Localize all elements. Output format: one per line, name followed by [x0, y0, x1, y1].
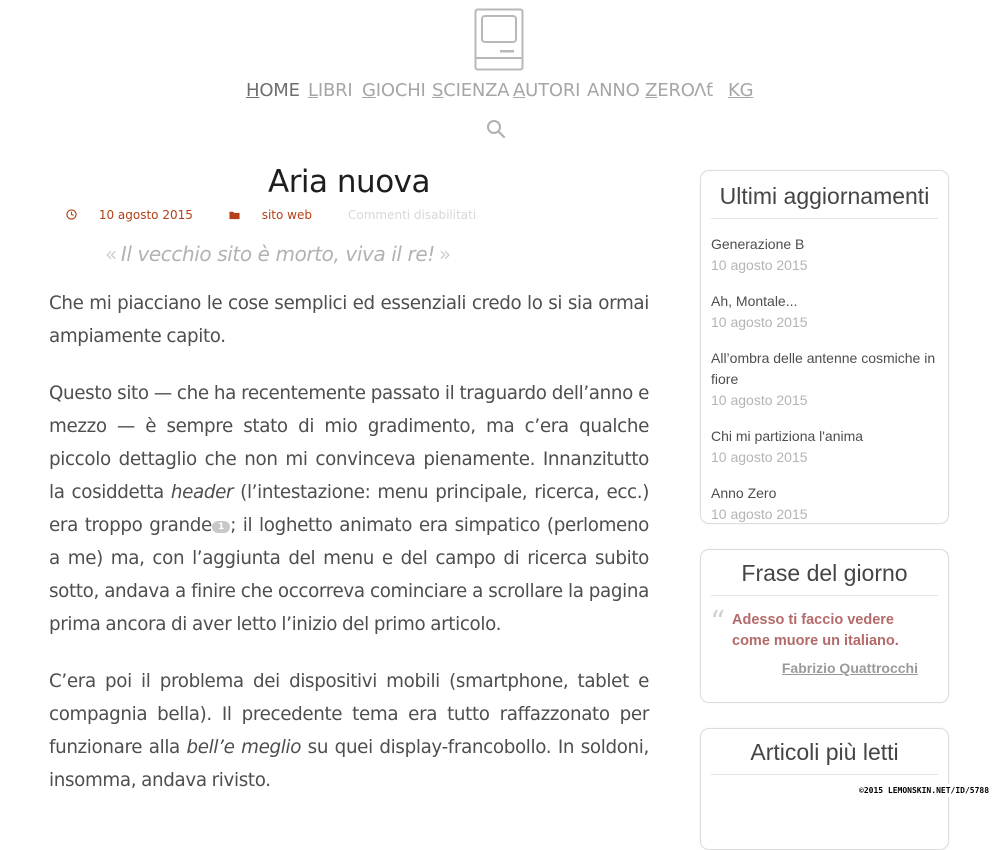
- nav-giochi[interactable]: [362, 80, 426, 101]
- clock-icon: [66, 208, 77, 222]
- nav-home[interactable]: [246, 80, 300, 101]
- nav-kg-label: G: [739, 80, 754, 101]
- paragraph-2-part-1: Questo sito — che ha recentemente passato il traguardo dell’anno e mezzo — è sempre stato di mio gradimento, ma c’era qualche piccolo dettaglio che non mi convinceva pienamente. Innanzitutto la cosiddetta: [49, 383, 649, 503]
- epigraph-text: Il vecchio sito è morto, viva il re!: [120, 242, 435, 266]
- post-date[interactable]: [66, 208, 211, 222]
- quote-of-the-day-title: Frase del giorno: [711, 550, 938, 596]
- post-body: [49, 287, 649, 821]
- paragraph-2-part-2: (l’intestazione: menu principale, ricerca, ecc.) era troppo grande: [49, 482, 649, 536]
- update-date: 10 agosto 2015: [711, 449, 808, 465]
- list-item: [711, 291, 938, 333]
- recent-updates-list: [701, 234, 948, 525]
- nav-autori-label: UTORI: [525, 80, 581, 101]
- quote-mark-icon: “: [710, 605, 726, 640]
- nav-kg-initial: K: [728, 80, 740, 101]
- paragraph-2-emphasis: header: [170, 482, 234, 503]
- nav-giochi-initial: G: [362, 80, 376, 101]
- post-comments: Commenti disabilitati: [347, 208, 477, 222]
- nav-kg[interactable]: [728, 80, 753, 101]
- update-date: 10 agosto 2015: [711, 506, 808, 522]
- nav-autori[interactable]: [513, 80, 580, 101]
- vintage-computer-icon[interactable]: [474, 8, 524, 72]
- most-read-title: Articoli più letti: [711, 729, 938, 775]
- nav-autori-initial: A: [513, 80, 526, 101]
- site-header: [0, 0, 1000, 150]
- post-date-text: 10 agosto 2015: [98, 208, 193, 222]
- paragraph-3-emphasis: bell’e meglio: [186, 737, 302, 758]
- site-badge: ©2015 LEMONSKIN.NET/ID/5788: [859, 786, 990, 795]
- quote-body: [701, 596, 948, 676]
- paragraph-1: Che mi piacciano le cose semplici ed essenziali credo lo si sia ormai ampiamente capito.: [49, 293, 649, 347]
- paragraph-2: [49, 377, 649, 641]
- list-item: [711, 483, 938, 525]
- main-nav: [0, 80, 1000, 106]
- post-category-text: sito web: [261, 208, 312, 222]
- nav-libri[interactable]: [308, 80, 353, 101]
- nav-home-initial: H: [246, 80, 260, 101]
- update-date: 10 agosto 2015: [711, 392, 808, 408]
- post-category[interactable]: [229, 208, 330, 222]
- nav-scienza-initial: S: [432, 80, 444, 101]
- nav-anno-zero-initial: Z: [645, 80, 658, 101]
- paragraph-3: [49, 665, 649, 797]
- quote-of-the-day-widget: [700, 549, 949, 703]
- quote-text: Adesso ti faccio vedere come muore un italiano.: [732, 612, 899, 649]
- post-meta: [66, 208, 494, 222]
- paragraph-2-part-3: ; il loghetto animato era simpatico (perlomeno a me) ma, con l’aggiunta del menu e del campo di ricerca subito sotto, andava a finire che occorreva cominciare a scrollare la pagina prima ancora di aver letto l’inizio del primo articolo.: [49, 515, 650, 635]
- nav-giochi-label: IOCHI: [375, 80, 426, 101]
- recent-updates-widget: [700, 170, 949, 524]
- nav-scienza[interactable]: [432, 80, 509, 101]
- open-quote-mark: «: [105, 242, 117, 266]
- update-date: 10 agosto 2015: [711, 314, 808, 330]
- nav-scienza-label: CIENZA: [443, 80, 510, 101]
- update-link[interactable]: Generazione B: [711, 236, 805, 252]
- post-epigraph: [101, 242, 501, 266]
- nav-libri-initial: L: [308, 80, 318, 101]
- nav-libri-label: IBRI: [317, 80, 353, 101]
- folder-icon: [229, 208, 240, 222]
- update-link[interactable]: All’ombra delle antenne cosmiche in fiore: [711, 350, 936, 387]
- paragraph-3-part-1: C’era poi il problema dei dispositivi mobili (smartphone, tablet e compagnia bella). Il precedente tema era tutto raffazzonato per funzionare alla: [49, 671, 649, 758]
- nav-home-label: OME: [259, 80, 300, 101]
- update-link[interactable]: Ah, Montale...: [711, 293, 798, 309]
- close-quote-mark: »: [438, 242, 451, 266]
- list-item: [711, 426, 938, 468]
- update-link[interactable]: Chi mi partiziona l'anima: [711, 428, 864, 444]
- update-link[interactable]: Anno Zero: [711, 485, 777, 501]
- footnote-marker[interactable]: 1: [212, 521, 230, 533]
- paragraph-3-part-2: su quei display-francobollo. In soldoni, insomma, andava rivisto.: [49, 737, 649, 791]
- nav-lambda-label: Λƭ: [694, 80, 713, 101]
- list-item: [711, 234, 938, 276]
- post-title[interactable]: Aria nuova: [267, 164, 431, 200]
- nav-lambda[interactable]: [694, 80, 713, 101]
- nav-anno-zero-label-end: ERO: [657, 80, 695, 101]
- search-icon[interactable]: [486, 119, 506, 139]
- update-date: 10 agosto 2015: [711, 257, 808, 273]
- quote-author-link[interactable]: Fabrizio Quattrocchi: [781, 660, 918, 676]
- list-item: [711, 348, 938, 411]
- nav-anno-zero[interactable]: [587, 80, 695, 101]
- post-article: [49, 160, 650, 791]
- recent-updates-title: Ultimi aggiornamenti: [711, 171, 938, 219]
- nav-anno-zero-label: ANNO: [587, 80, 646, 101]
